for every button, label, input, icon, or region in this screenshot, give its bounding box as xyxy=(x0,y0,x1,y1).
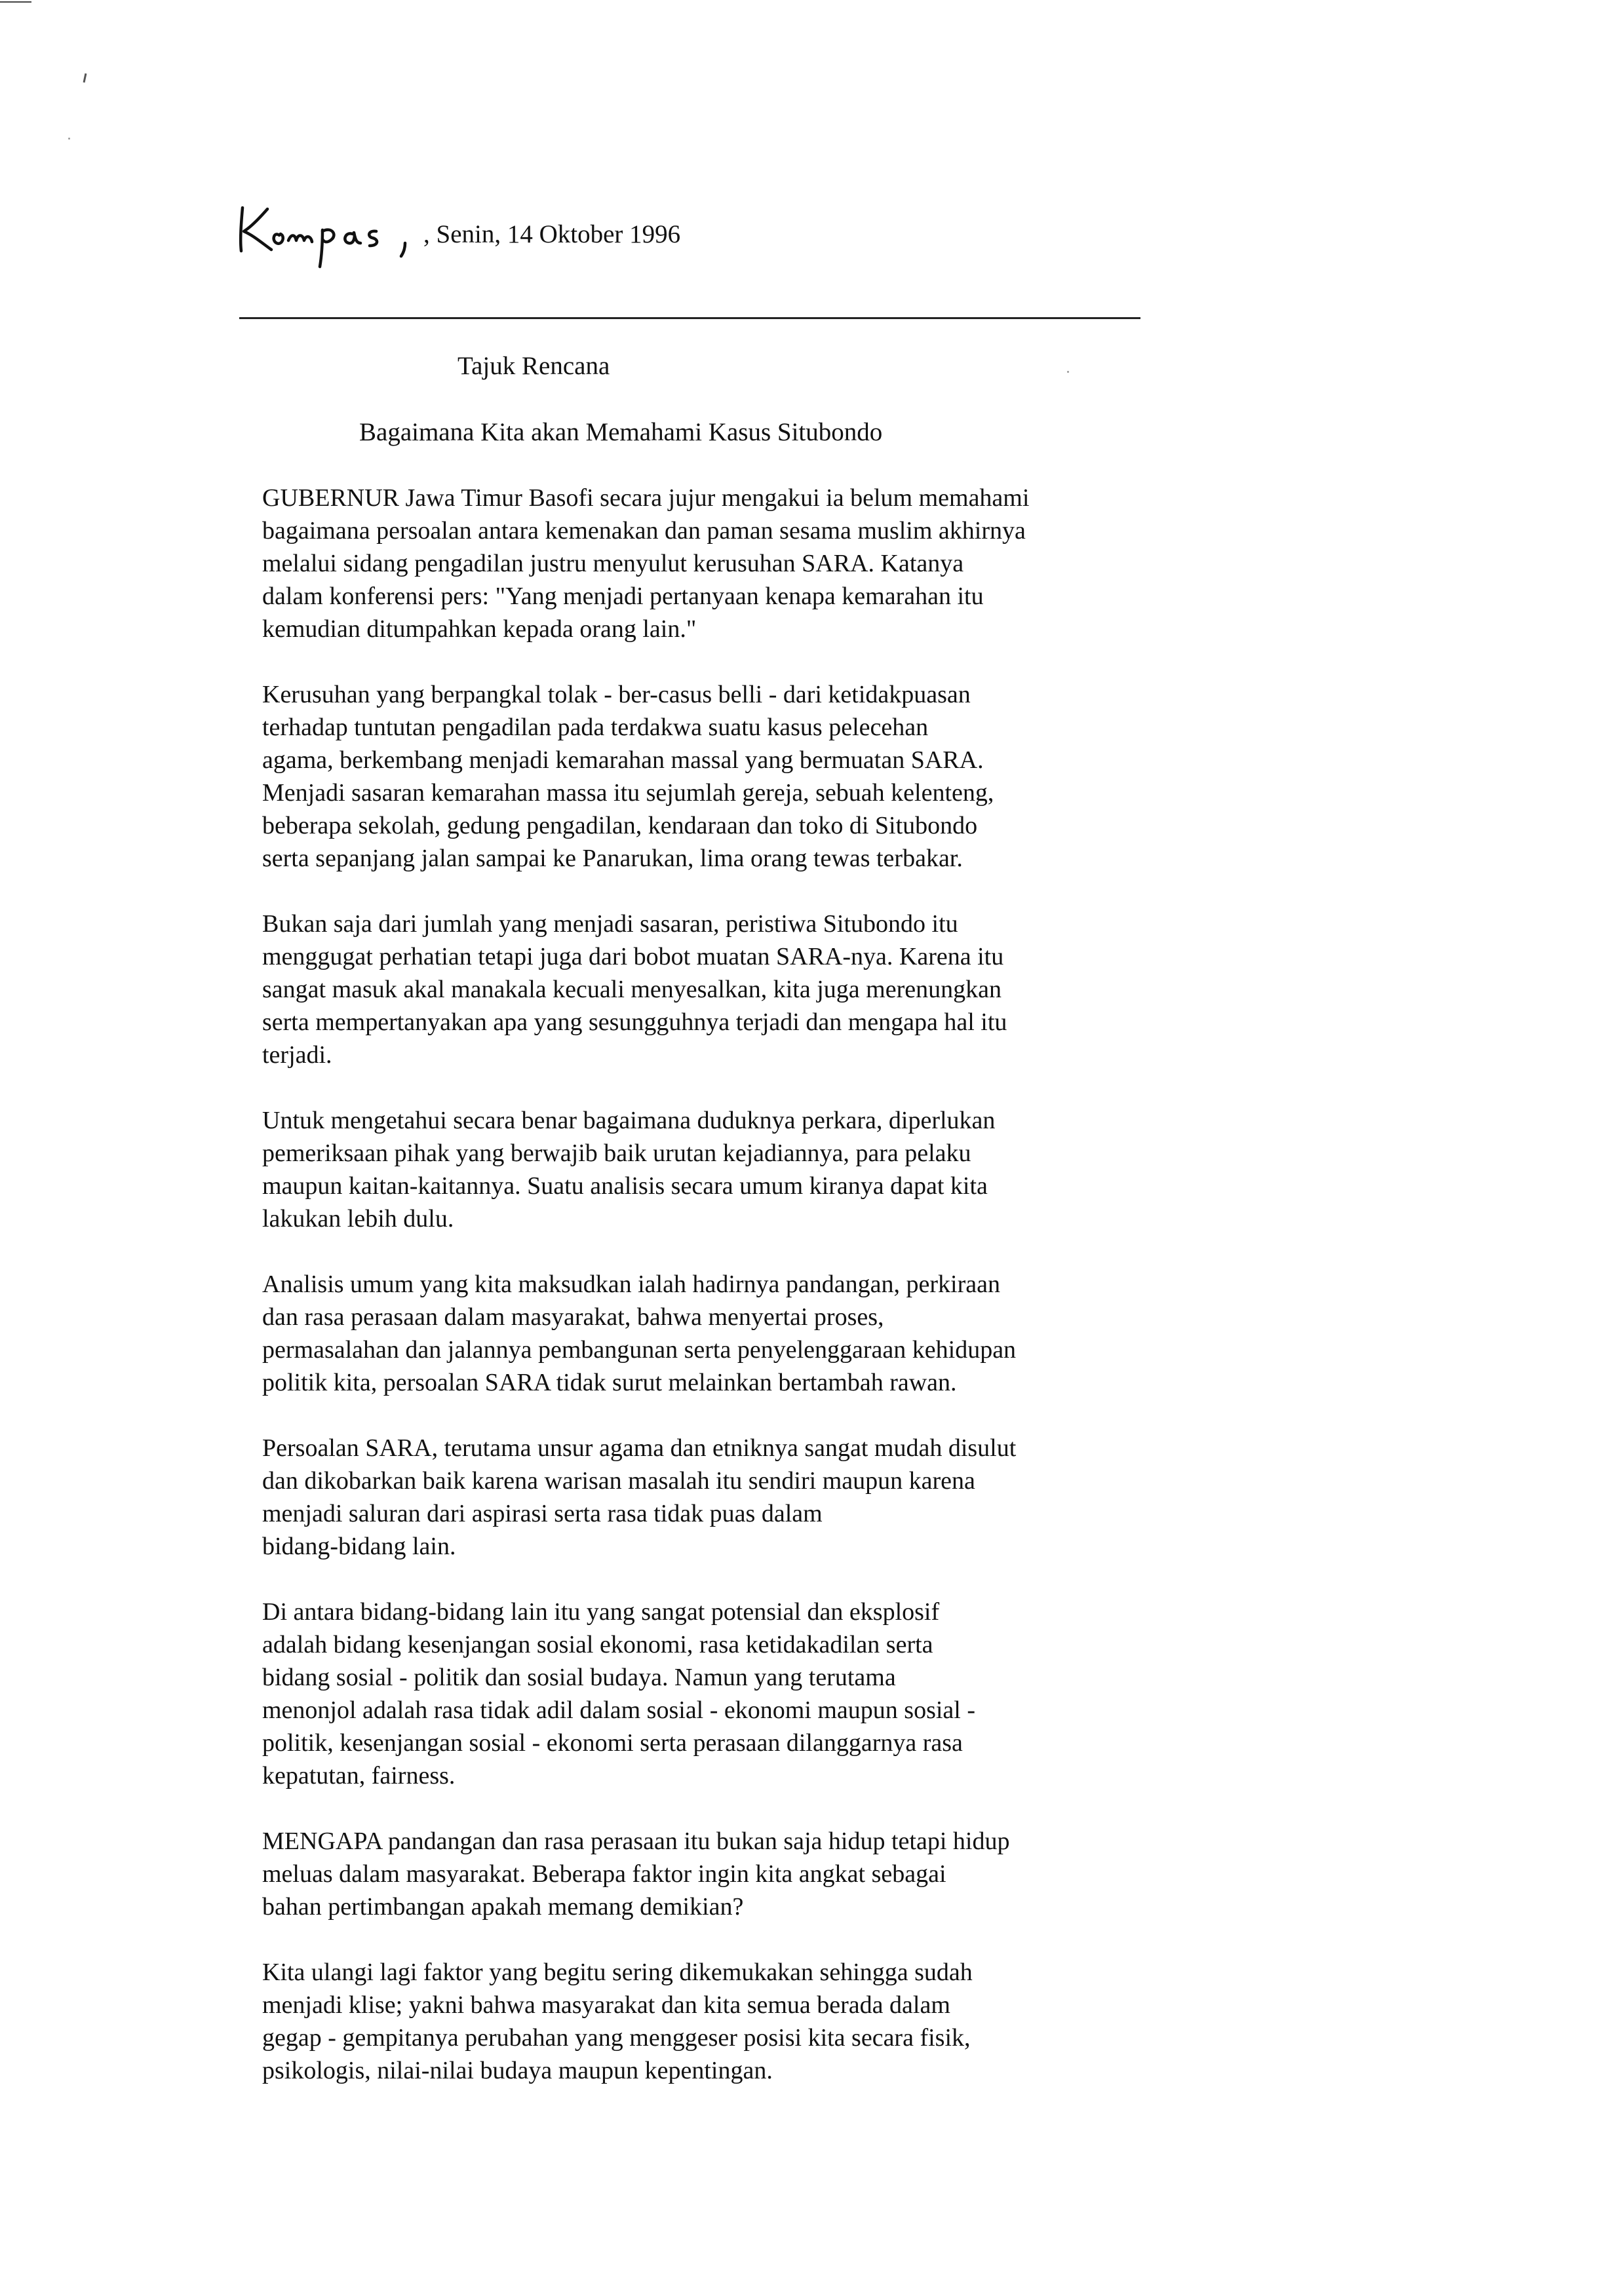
paragraph xyxy=(262,1956,1140,2087)
text-line: meluas dalam masyarakat. Beberapa faktor ingin kita angkat sebagai xyxy=(262,1860,946,1888)
kompas-handwritten-logo xyxy=(233,193,417,272)
section-label: Tajuk Rencana xyxy=(457,352,610,380)
paragraph xyxy=(262,908,1140,1071)
scan-edge-mark xyxy=(0,1,31,3)
text-line: Menjadi sasaran kemarahan massa itu sejumlah gereja, sebuah kelenteng, xyxy=(262,779,994,807)
text-line: Persoalan SARA, terutama unsur agama dan etniknya sangat mudah disulut xyxy=(262,1434,1017,1462)
text-line: menonjol adalah rasa tidak adil dalam sosial - ekonomi maupun sosial - xyxy=(262,1696,976,1724)
text-line: bahan pertimbangan apakah memang demikian? xyxy=(262,1893,744,1921)
paragraph xyxy=(262,1596,1140,1792)
scan-speck xyxy=(1067,371,1069,373)
scan-speck xyxy=(68,138,70,140)
document-header xyxy=(233,193,1151,278)
text-line: GUBERNUR Jawa Timur Basofi secara jujur mengakui ia belum memahami xyxy=(262,484,1030,512)
text-line: bidang-bidang lain. xyxy=(262,1533,456,1560)
headline: Bagaimana Kita akan Memahami Kasus Situbondo xyxy=(359,418,883,446)
paragraph xyxy=(262,1104,1140,1235)
text-line: bidang sosial - politik dan sosial budaya. Namun yang terutama xyxy=(262,1664,896,1691)
header-date: , Senin, 14 Oktober 1996 xyxy=(423,220,681,248)
text-line: dalam konferensi pers: "Yang menjadi pertanyaan kenapa kemarahan itu xyxy=(262,583,984,610)
text-line: Untuk mengetahui secara benar bagaimana duduknya perkara, diperlukan xyxy=(262,1107,996,1134)
text-line: serta sepanjang jalan sampai ke Panarukan, lima orang tewas terbakar. xyxy=(262,845,963,872)
text-line: maupun kaitan-kaitannya. Suatu analisis secara umum kiranya dapat kita xyxy=(262,1172,988,1200)
text-line: Analisis umum yang kita maksudkan ialah hadirnya pandangan, perkiraan xyxy=(262,1271,1000,1298)
text-line: beberapa sekolah, gedung pengadilan, kendaraan dan toko di Situbondo xyxy=(262,812,978,839)
text-line: Di antara bidang-bidang lain itu yang sangat potensial dan eksplosif xyxy=(262,1598,940,1626)
text-line: menggugat perhatian tetapi juga dari bobot muatan SARA-nya. Karena itu xyxy=(262,943,1004,970)
text-line: agama, berkembang menjadi kemarahan massal yang bermuatan SARA. xyxy=(262,746,984,774)
paragraph xyxy=(262,678,1140,875)
text-line: sangat masuk akal manakala kecuali menyesalkan, kita juga merenungkan xyxy=(262,976,1002,1003)
text-line: menjadi saluran dari aspirasi serta rasa tidak puas dalam xyxy=(262,1500,823,1527)
text-line: terjadi. xyxy=(262,1041,332,1069)
paragraph xyxy=(262,482,1140,645)
text-line: adalah bidang kesenjangan sosial ekonomi, rasa ketidakadilan serta xyxy=(262,1631,933,1658)
text-line: bagaimana persoalan antara kemenakan dan paman sesama muslim akhirnya xyxy=(262,517,1026,545)
text-line: politik kita, persoalan SARA tidak surut melainkan bertambah rawan. xyxy=(262,1369,957,1396)
article-body xyxy=(262,482,1140,2120)
text-line: politik, kesenjangan sosial - ekonomi serta perasaan dilanggarnya rasa xyxy=(262,1729,963,1757)
scan-speck xyxy=(83,73,87,83)
header-divider xyxy=(239,317,1140,319)
text-line: psikologis, nilai-nilai budaya maupun kepentingan. xyxy=(262,2057,773,2084)
text-line: kepatutan, fairness. xyxy=(262,1762,456,1789)
text-line: MENGAPA pandangan dan rasa perasaan itu bukan saja hidup tetapi hidup xyxy=(262,1827,1010,1855)
text-line: gegap - gempitanya perubahan yang menggeser posisi kita secara fisik, xyxy=(262,2024,971,2052)
paragraph xyxy=(262,1268,1140,1399)
text-line: menjadi klise; yakni bahwa masyarakat dan kita semua berada dalam xyxy=(262,1991,950,2019)
text-line: Kerusuhan yang berpangkal tolak - ber-casus belli - dari ketidakpuasan xyxy=(262,681,971,708)
text-line: Bukan saja dari jumlah yang menjadi sasaran, peristiwa Situbondo itu xyxy=(262,910,958,938)
text-line: melalui sidang pengadilan justru menyulut kerusuhan SARA. Katanya xyxy=(262,550,964,577)
handwriting-drawing xyxy=(233,193,417,272)
text-line: permasalahan dan jalannya pembangunan serta penyelenggaraan kehidupan xyxy=(262,1336,1017,1364)
paragraph xyxy=(262,1825,1140,1923)
text-line: terhadap tuntutan pengadilan pada terdakwa suatu kasus pelecehan xyxy=(262,714,929,741)
text-line: dan dikobarkan baik karena warisan masalah itu sendiri maupun karena xyxy=(262,1467,975,1495)
text-line: pemeriksaan pihak yang berwajib baik urutan kejadiannya, para pelaku xyxy=(262,1139,971,1167)
text-line: lakukan lebih dulu. xyxy=(262,1205,454,1233)
text-line: Kita ulangi lagi faktor yang begitu sering dikemukakan sehingga sudah xyxy=(262,1959,973,1986)
text-line: kemudian ditumpahkan kepada orang lain." xyxy=(262,615,697,643)
text-line: serta mempertanyakan apa yang sesungguhnya terjadi dan mengapa hal itu xyxy=(262,1008,1007,1036)
paragraph xyxy=(262,1432,1140,1563)
text-line: dan rasa perasaan dalam masyarakat, bahwa menyertai proses, xyxy=(262,1303,884,1331)
